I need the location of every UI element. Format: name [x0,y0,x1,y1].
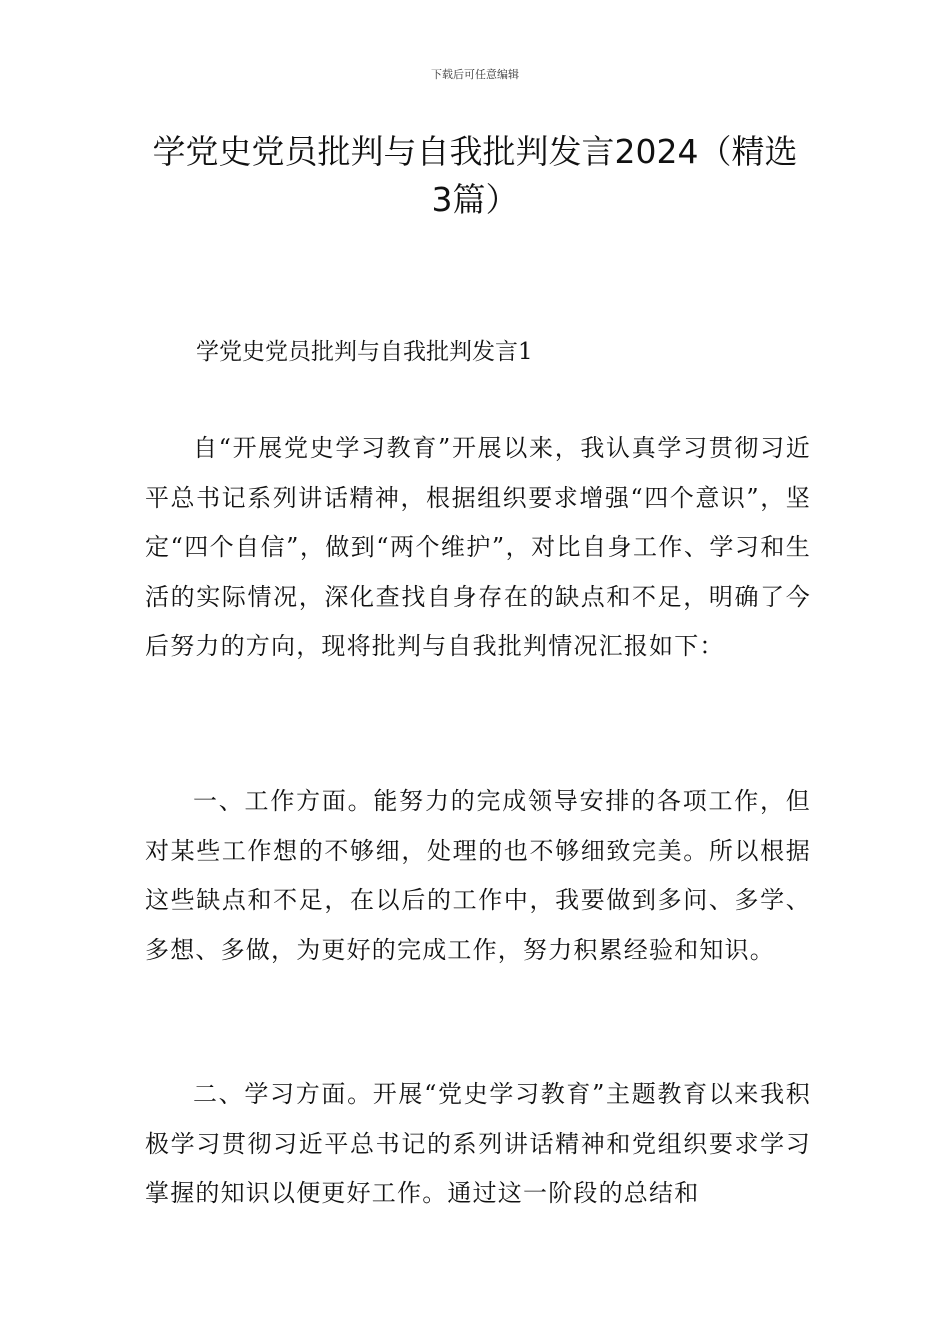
paragraph-study: 二、学习方面。开展“党史学习教育”主题教育以来我积极学习贯彻习近平总书记的系列讲话精神和党组织要求学习掌握的知识以便更好工作。通过这一阶段的总结和 [145,1080,811,1207]
header-note: 下载后可任意编辑 [431,68,519,81]
section-subtitle: 学党史党员批判与自我批判发言1 [196,339,533,365]
document-title: 学党史党员批判与自我批判发言2024（精选3篇） [152,132,798,219]
paragraph-work: 一、工作方面。能努力的完成领导安排的各项工作，但对某些工作想的不够细，处理的也不够细致完美。所以根据这些缺点和不足，在以后的工作中，我要做到多问、多学、多想、多做，为更好的完成工作，努力积累经验和知识。 [145,787,811,964]
paragraph-intro: 自“开展党史学习教育”开展以来，我认真学习贯彻习近平总书记系列讲话精神，根据组织要求增强“四个意识”，坚定“四个自信”，做到“两个维护”，对比自身工作、学习和生活的实际情况，深化查找自身存在的缺点和不足，明确了今后努力的方向，现将批判与自我批判情况汇报如下： [145,434,811,660]
